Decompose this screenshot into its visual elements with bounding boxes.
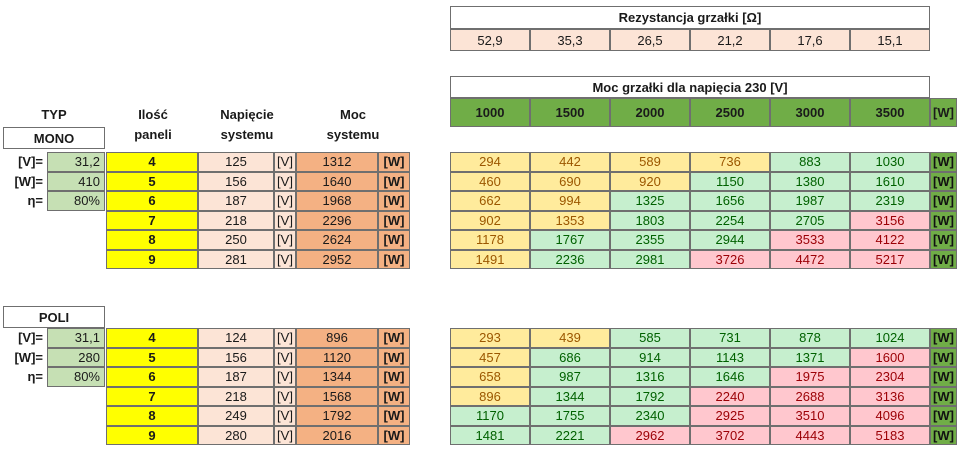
resistance-value: 35,3 [530,29,610,51]
power-column-header: 1000 [450,98,530,127]
heater-power-cell: 2981 [610,250,690,270]
heater-power-cell: 2355 [610,230,690,250]
poli-param-value: 80% [47,367,105,387]
heater-power-cell: 1178 [450,230,530,250]
row-unit: [W] [930,230,957,250]
heater-power-cell: 1024 [850,328,930,348]
heater-power-cell: 1656 [690,191,770,211]
power-header-line1: Moc [340,106,366,122]
poli-param-label: [W]= [14,349,43,365]
heater-power-cell: 2688 [770,387,850,407]
panels-header-line1: Ilość [138,106,168,122]
heater-power-cell: 2236 [530,250,610,270]
heater-power-cell: 896 [450,387,530,407]
system-voltage: 281 [198,250,274,270]
poli-type-label: POLI [3,306,105,328]
resistance-value: 26,5 [610,29,690,51]
heater-power-cell: 1803 [610,211,690,231]
system-power: 1312 [296,152,378,172]
heater-power-cell: 3702 [690,426,770,446]
power-unit: [W] [378,172,410,192]
power-header-line2: systemu [326,126,380,142]
heater-power-cell: 5183 [850,426,930,446]
poli-param-value: 31,1 [47,328,105,348]
heater-power-cell: 4443 [770,426,850,446]
system-power: 2624 [296,230,378,250]
row-unit: [W] [930,367,957,387]
power-unit: [W] [378,426,410,446]
mono-param-label: η= [27,193,43,209]
heater-power-cell: 883 [770,152,850,172]
heater-power-cell: 442 [530,152,610,172]
power-column-header: 3000 [770,98,850,127]
power-column-header: 2000 [610,98,690,127]
mono-param-value: 31,2 [47,152,105,172]
heater-power-cell: 736 [690,152,770,172]
heater-power-cell: 1325 [610,191,690,211]
heater-power-cell: 589 [610,152,690,172]
power-column-header: 2500 [690,98,770,127]
heater-power-cell: 1353 [530,211,610,231]
row-unit: [W] [930,328,957,348]
heater-power-cell: 2962 [610,426,690,446]
power-unit: [W] [378,152,410,172]
power-unit: [W] [378,367,410,387]
panels-header-line2: paneli [134,126,172,142]
heater-power-cell: 2944 [690,230,770,250]
heater-power-cell: 1344 [530,387,610,407]
system-voltage: 156 [198,172,274,192]
heater-power-cell: 1170 [450,406,530,426]
heater-power-cell: 1491 [450,250,530,270]
heater-power-cell: 1755 [530,406,610,426]
resistance-value: 17,6 [770,29,850,51]
heater-power-cell: 1143 [690,348,770,368]
voltage-header-line1: Napięcie [220,106,274,122]
system-voltage: 125 [198,152,274,172]
power-unit: [W] [378,387,410,407]
heater-power-cell: 4472 [770,250,850,270]
heater-power-cell: 2221 [530,426,610,446]
row-unit: [W] [930,250,957,270]
heater-power-cell: 3510 [770,406,850,426]
heater-power-cell: 2254 [690,211,770,231]
row-unit: [W] [930,348,957,368]
panel-count: 9 [106,250,198,270]
heater-power-cell: 1987 [770,191,850,211]
mono-param-value: 80% [47,191,105,211]
voltage-unit: [V] [274,406,296,426]
power-unit: [W] [378,250,410,270]
heater-power-cell: 2319 [850,191,930,211]
power-unit: [W] [378,406,410,426]
voltage-unit: [V] [274,387,296,407]
mono-param-value: 410 [47,172,105,192]
voltage-unit: [V] [274,426,296,446]
power-column-header: 3500 [850,98,930,127]
system-power: 1968 [296,191,378,211]
row-unit: [W] [930,426,957,446]
power-unit: [W] [378,191,410,211]
heater-power-cell: 1975 [770,367,850,387]
heater-power-cell: 878 [770,328,850,348]
heater-power-cell: 4122 [850,230,930,250]
panel-count: 4 [106,328,198,348]
heater-power-cell: 914 [610,348,690,368]
panel-count: 6 [106,191,198,211]
heater-power-cell: 731 [690,328,770,348]
panel-count: 8 [106,230,198,250]
system-voltage: 156 [198,348,274,368]
heater-power-cell: 3726 [690,250,770,270]
system-power: 1120 [296,348,378,368]
system-voltage: 218 [198,211,274,231]
heater-power-cell: 3156 [850,211,930,231]
voltage-unit: [V] [274,328,296,348]
system-voltage: 250 [198,230,274,250]
panel-count: 6 [106,367,198,387]
panel-count: 9 [106,426,198,446]
system-voltage: 187 [198,367,274,387]
row-unit: [W] [930,152,957,172]
power-unit: [W] [378,211,410,231]
system-power: 1792 [296,406,378,426]
heater-power-cell: 460 [450,172,530,192]
heater-power-cell: 2240 [690,387,770,407]
system-power: 896 [296,328,378,348]
heater-power-cell: 1646 [690,367,770,387]
voltage-unit: [V] [274,230,296,250]
heater-power-cell: 294 [450,152,530,172]
heater-power-cell: 4096 [850,406,930,426]
resistance-value: 52,9 [450,29,530,51]
row-unit: [W] [930,406,957,426]
type-header: TYP [41,106,67,122]
heater-power-cell: 2925 [690,406,770,426]
heater-power-cell: 2705 [770,211,850,231]
poli-param-label: [V]= [18,330,43,346]
heater-power-cell: 1481 [450,426,530,446]
heater-power-cell: 5217 [850,250,930,270]
power-unit: [W] [378,230,410,250]
heater-power-cell: 293 [450,328,530,348]
system-power: 1344 [296,367,378,387]
mono-param-label: [W]= [14,173,43,189]
mono-param-label: [V]= [18,154,43,170]
system-voltage: 187 [198,191,274,211]
heater-power-cell: 1600 [850,348,930,368]
power-column-header: 1500 [530,98,610,127]
voltage-unit: [V] [274,191,296,211]
power-title: Moc grzałki dla napięcia 230 [V] [450,76,930,98]
panel-count: 7 [106,211,198,231]
heater-power-cell: 686 [530,348,610,368]
voltage-unit: [V] [274,152,296,172]
system-power: 2952 [296,250,378,270]
voltage-header-line2: systemu [220,126,274,142]
heater-power-cell: 920 [610,172,690,192]
heater-power-cell: 1316 [610,367,690,387]
heater-power-cell: 457 [450,348,530,368]
system-voltage: 249 [198,406,274,426]
panel-count: 8 [106,406,198,426]
panel-count: 4 [106,152,198,172]
system-power: 1640 [296,172,378,192]
heater-power-cell: 1150 [690,172,770,192]
voltage-unit: [V] [274,348,296,368]
heater-power-cell: 987 [530,367,610,387]
heater-power-cell: 1380 [770,172,850,192]
poli-param-value: 280 [47,348,105,368]
resistance-title: Rezystancja grzałki [Ω] [450,6,930,29]
heater-power-cell: 1371 [770,348,850,368]
resistance-value: 21,2 [690,29,770,51]
heater-power-cell: 1610 [850,172,930,192]
resistance-value: 15,1 [850,29,930,51]
heater-power-cell: 662 [450,191,530,211]
row-unit: [W] [930,211,957,231]
heater-power-cell: 1030 [850,152,930,172]
heater-power-cell: 994 [530,191,610,211]
mono-type-label: MONO [3,127,105,149]
row-unit: [W] [930,191,957,211]
panel-count: 5 [106,348,198,368]
power-unit: [W] [378,348,410,368]
panel-count: 7 [106,387,198,407]
heater-power-cell: 3136 [850,387,930,407]
heater-power-cell: 902 [450,211,530,231]
voltage-unit: [V] [274,211,296,231]
heater-power-cell: 439 [530,328,610,348]
row-unit: [W] [930,387,957,407]
system-power: 1568 [296,387,378,407]
power-unit: [W] [378,328,410,348]
heater-power-cell: 2304 [850,367,930,387]
poli-param-label: η= [27,369,43,385]
voltage-unit: [V] [274,250,296,270]
system-voltage: 280 [198,426,274,446]
row-unit: [W] [930,172,957,192]
heater-power-cell: 585 [610,328,690,348]
voltage-unit: [V] [274,367,296,387]
heater-power-cell: 658 [450,367,530,387]
system-power: 2296 [296,211,378,231]
voltage-unit: [V] [274,172,296,192]
system-voltage: 124 [198,328,274,348]
heater-power-cell: 690 [530,172,610,192]
heater-power-cell: 3533 [770,230,850,250]
heater-power-cell: 2340 [610,406,690,426]
system-voltage: 218 [198,387,274,407]
heater-power-cell: 1792 [610,387,690,407]
panel-count: 5 [106,172,198,192]
system-power: 2016 [296,426,378,446]
unit-header: [W] [930,98,957,127]
heater-power-cell: 1767 [530,230,610,250]
